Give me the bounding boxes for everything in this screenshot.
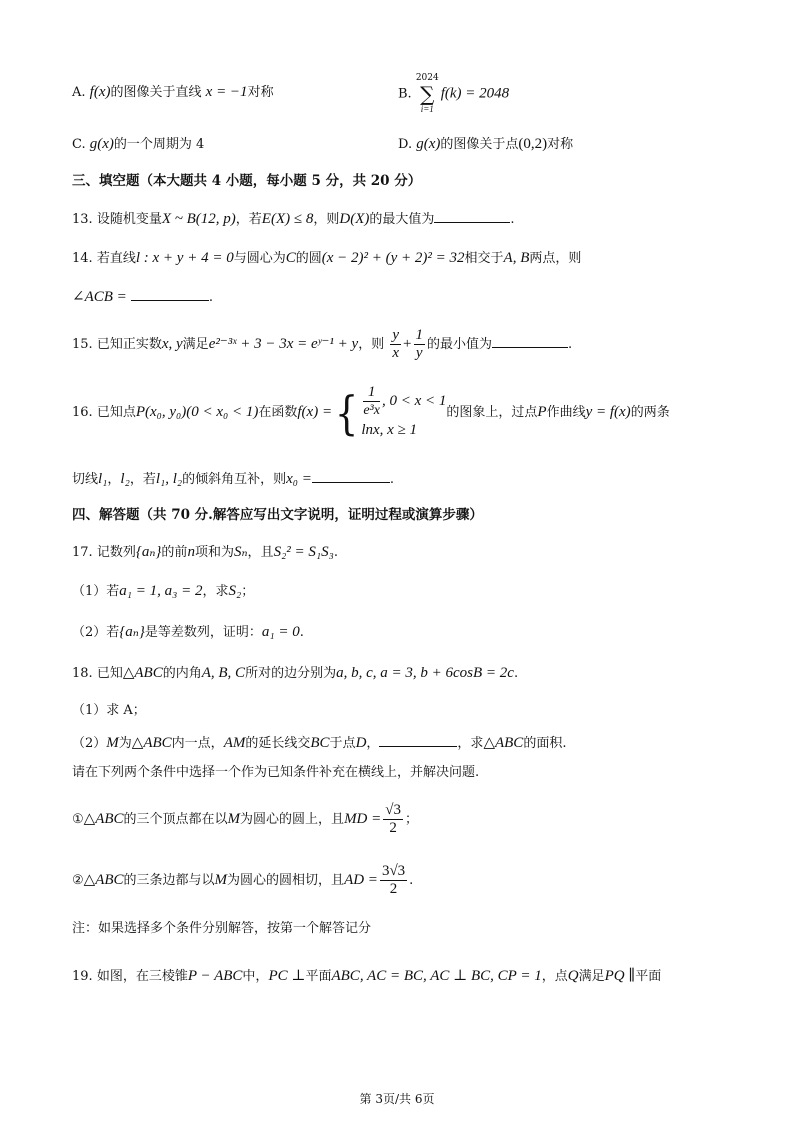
fraction-1-over-y: $\frac{1}{y}$: [415, 327, 423, 361]
answer-blank[interactable]: [492, 333, 568, 348]
question-19: 19. 如图，在三棱锥P − ABC中，PC ⊥平面ABC, AC = BC, AC ⊥ BC, CP = 1，点Q满足PQ ∥平面: [72, 968, 662, 984]
summation-sign: 2024 ∑ i=1: [415, 73, 439, 114]
q12-option-c: C. g(x)的一个周期为 4: [72, 136, 205, 152]
question-18-instruction: 请在下列两个条件中选择一个作为已知条件补充在横线上，并解决问题.: [72, 765, 480, 780]
fraction-3root3-over-2: $\frac{3√3}{2}$: [381, 863, 406, 897]
fraction-root3-over-2: $\frac{√3}{2}$: [385, 802, 401, 836]
q12-option-d: D. g(x)的图像关于点(0,2)对称: [398, 136, 574, 152]
question-14-line2: ∠ACB = .: [72, 286, 213, 308]
answer-blank[interactable]: [312, 468, 390, 483]
question-18-part2: （2）M为△ABC内一点，AM的延长线交BC于点D， ，求△ABC的面积.: [72, 732, 566, 754]
question-17: 17. 记数列{aₙ}的前n项和为Sₙ，且S₂² = S₁S₃.: [72, 544, 338, 560]
question-18-condition-1: ①△ABC的三个顶点都在以M为圆心的圆上，且MD = $\frac{√3}{2}$ ；: [72, 802, 419, 836]
piecewise-function: $\frac{1}{\text{e³x}}$ , 0 < x < 1 lnx, x ≥ 1: [361, 384, 447, 438]
answer-blank[interactable]: [434, 208, 510, 223]
question-15: 15. 已知正实数x, y满足e²⁻³ˣ + 3 − 3x = eʸ⁻¹ + y，则 $\frac{y}{x}$ + $\frac{1}{y}$ 的最小值为 .: [72, 327, 573, 361]
question-13: 13. 设随机变量X ~ B(12, p)，若E(X) ≤ 8，则D(X)的最大值为 .: [72, 208, 515, 230]
q12-option-b: B. 2024 ∑ i=1 f(k) = 2048: [398, 73, 510, 114]
section-three-title: 三、填空题（本大题共 4 小题，每小题 5 分，共 20 分）: [72, 173, 422, 189]
answer-blank[interactable]: [379, 732, 457, 747]
question-16: 16. 已知点P(x₀, y₀)(0 < x₀ < 1)在函数f(x) ={ $\frac{1}{\text{e³x}}$ , 0 < x < 1 lnx, x ≥ 1 的图象上，过点P作曲线y = f(x)的两条: [72, 384, 670, 440]
question-16-line2: 切线l₁，l₂，若l₁, l₂的倾斜角互补，则x₀ = .: [72, 468, 394, 490]
answer-blank[interactable]: [131, 286, 209, 301]
question-18-part1: （1）求 A；: [72, 703, 146, 718]
question-14: 14. 若直线l : x + y + 4 = 0与圆心为C的圆(x − 2)² + (y + 2)² = 32相交于A, B两点，则: [72, 250, 582, 266]
question-17-part1: （1）若a₁ = 1, a₃ = 2，求S₂；: [72, 583, 255, 599]
q12-option-a: A. f(x)的图像关于直线 x = −1对称: [72, 84, 274, 100]
piecewise-brace: {: [334, 385, 359, 440]
question-18-condition-2: ②△ABC的三条边都与以M为圆心的圆相切，且AD = $\frac{3√3}{2}$ .: [72, 863, 414, 897]
question-18-note: 注：如果选择多个条件分别解答，按第一个解答记分: [72, 921, 372, 936]
fraction-y-over-x: $\frac{y}{x}$: [392, 327, 400, 361]
section-four-title: 四、解答题（共 70 分.解答应写出文字说明，证明过程或演算步骤）: [72, 507, 483, 523]
question-18: 18. 已知△ABC的内角A, B, C所对的边分别为a, b, c, a = 3, b + 6cosB = 2c.: [72, 665, 519, 681]
page-number: 第 3页/共 6页: [359, 1092, 435, 1106]
question-17-part2: （2）若{aₙ}是等差数列，证明：a₁ = 0.: [72, 624, 304, 640]
